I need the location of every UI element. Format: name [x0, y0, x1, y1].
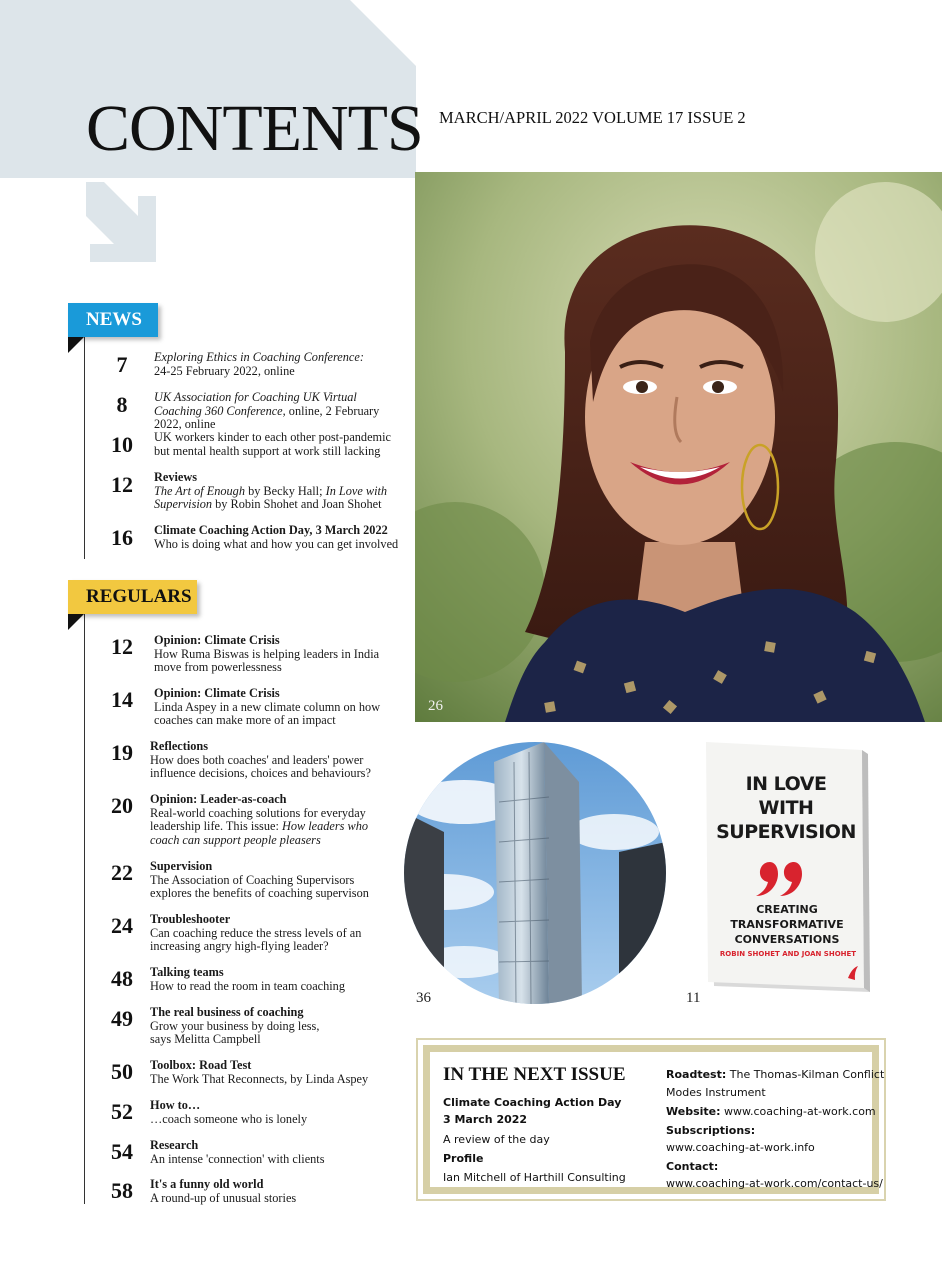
website-label: Website:: [666, 1105, 721, 1118]
entry-italic-2: In Love with Supervision: [154, 483, 388, 511]
next-issue-box: [416, 1038, 886, 1201]
page-number: 48: [111, 966, 133, 991]
contact-link[interactable]: www.coaching-at-work.com/contact-us/: [666, 1177, 883, 1190]
page-number: 14: [111, 687, 133, 712]
entry-heading: It's a funny old world: [150, 1177, 264, 1191]
entry-text: Grow your business by doing less, says Melitta Campbell: [150, 1018, 320, 1046]
next-feature-text: A review of the day: [443, 1133, 550, 1146]
regulars-section-tag: REGULARS: [68, 580, 197, 614]
subscriptions-link[interactable]: www.coaching-at-work.info: [666, 1141, 815, 1154]
roadtest-text: The Thomas-Kilman Conflict: [729, 1068, 885, 1081]
book-subtitle-line: TRANSFORMATIVE: [730, 918, 844, 931]
entry-italic: The Art of Enough: [154, 483, 245, 498]
entry-heading: Climate Coaching Action Day, 3 March 2022: [154, 523, 388, 537]
entry-heading: Research: [150, 1138, 199, 1152]
page-number: 58: [111, 1178, 133, 1203]
entry-heading: Opinion: Climate Crisis: [154, 633, 280, 647]
page-title: CONTENTS: [86, 92, 423, 165]
page-number: 52: [111, 1099, 133, 1124]
entry-text: Who is doing what and how you can get involved: [154, 536, 399, 551]
entry-heading: The real business of coaching: [150, 1005, 304, 1019]
issue-info: MARCH/APRIL 2022 VOLUME 17 ISSUE 2: [439, 108, 746, 127]
news-section-tag: NEWS: [68, 303, 158, 337]
book-title-line: IN LOVE: [745, 773, 827, 795]
building-page-number: 36: [416, 990, 431, 1006]
page-number: 16: [111, 525, 133, 550]
book-page-number: 11: [686, 990, 701, 1006]
entry-text: How Ruma Biswas is helping leaders in India move from powerlessness: [154, 646, 380, 674]
entry-text: UK workers kinder to each other post-pandemic but mental health support at work still lacking: [154, 430, 391, 458]
page-number: 24: [111, 913, 133, 938]
entry-heading: Reviews: [154, 470, 198, 484]
entry-text: Linda Aspey in a new climate column on how coaches can make more of an impact: [154, 699, 381, 727]
page-number: 7: [116, 352, 128, 377]
book-subtitle-line: CONVERSATIONS: [734, 933, 840, 946]
entry-heading: Supervision: [150, 859, 213, 873]
page-number: 10: [111, 432, 133, 457]
entry-italic: How leaders who coach can support people pleasers: [150, 819, 369, 847]
book-title-line: SUPERVISION: [716, 821, 856, 843]
next-profile-head: Profile: [443, 1152, 484, 1165]
book-title-line: WITH: [758, 797, 814, 819]
next-issue-title: IN THE NEXT ISSUE: [443, 1064, 626, 1085]
portrait-photo[interactable]: [415, 172, 942, 722]
entry-text: The Association of Coaching Supervisors explores the benefits of coaching supervison: [150, 872, 369, 900]
entry-heading: Opinion: Climate Crisis: [154, 686, 280, 700]
page-number: 20: [111, 793, 133, 818]
entry-italic: Exploring Ethics in Coaching Conference:: [154, 350, 364, 364]
building-illustration: [404, 742, 666, 1004]
entry-text-2: by Robin Shohet and Joan Shohet: [215, 497, 382, 511]
roadtest-text-2: Modes Instrument: [666, 1086, 766, 1099]
news-rule: [84, 337, 85, 559]
subscriptions-label: Subscriptions:: [666, 1124, 756, 1137]
page-number: 50: [111, 1059, 133, 1084]
next-feature-head: Climate Coaching Action Day: [443, 1096, 622, 1109]
portrait-illustration: [415, 172, 942, 722]
news-tag-fold: [68, 337, 84, 353]
next-feature-date: 3 March 2022: [443, 1113, 528, 1126]
page-number: 8: [116, 392, 128, 417]
entry-text: 24-25 February 2022, online: [154, 363, 295, 378]
entry-text: A round-up of unusual stories: [150, 1190, 297, 1205]
entry-text: How to read the room in team coaching: [150, 978, 345, 993]
building-photo[interactable]: [404, 742, 666, 1004]
page-number: 12: [111, 472, 133, 497]
entry-text: by Becky Hall;: [248, 483, 323, 498]
contact-label: Contact:: [666, 1160, 719, 1173]
page-number: 54: [111, 1139, 133, 1164]
entry-text: …coach someone who is lonely: [150, 1111, 308, 1126]
book-cover[interactable]: [706, 742, 874, 1000]
book-subtitle-line: CREATING: [756, 903, 818, 916]
entry-text: The Work That Reconnects, by Linda Aspey: [150, 1071, 369, 1086]
roadtest-label: Roadtest:: [666, 1068, 727, 1081]
regulars-rule: [84, 614, 85, 1204]
entry-heading: Reflections: [150, 739, 209, 753]
entry-text: Can coaching reduce the stress levels of an increasing angry high-flying leader?: [150, 925, 362, 953]
entry-heading: Opinion: Leader-as-coach: [150, 792, 287, 806]
website-link[interactable]: www.coaching-at-work.com: [724, 1105, 876, 1118]
entry-heading: Toolbox: Road Test: [150, 1058, 252, 1072]
regulars-tag-fold: [68, 614, 84, 630]
entry-text: Real-world coaching solutions for everyday leadership life. This issue:: [150, 805, 366, 833]
entry-heading: How to…: [150, 1098, 201, 1112]
entry-text: How does both coaches' and leaders' power influence decisions, choices and behaviours?: [150, 752, 371, 780]
page-number: 22: [111, 860, 133, 885]
book-authors: ROBIN SHOHET AND JOAN SHOHET: [719, 950, 857, 958]
next-profile-text: Ian Mitchell of Harthill Consulting: [443, 1171, 626, 1184]
page-number: 12: [111, 634, 133, 659]
entry-text: online, 2 February 2022, online: [154, 403, 380, 431]
entry-italic: UK Association for Coaching UK Virtual Coaching 360 Conference,: [154, 390, 357, 418]
entry-heading: Troubleshooter: [150, 912, 231, 926]
entry-text: An intense 'connection' with clients: [150, 1151, 325, 1166]
photo-page-number: 26: [428, 698, 443, 714]
entry-heading: Talking teams: [150, 965, 224, 979]
page-number: 49: [111, 1006, 133, 1031]
page-number: 19: [111, 740, 133, 765]
